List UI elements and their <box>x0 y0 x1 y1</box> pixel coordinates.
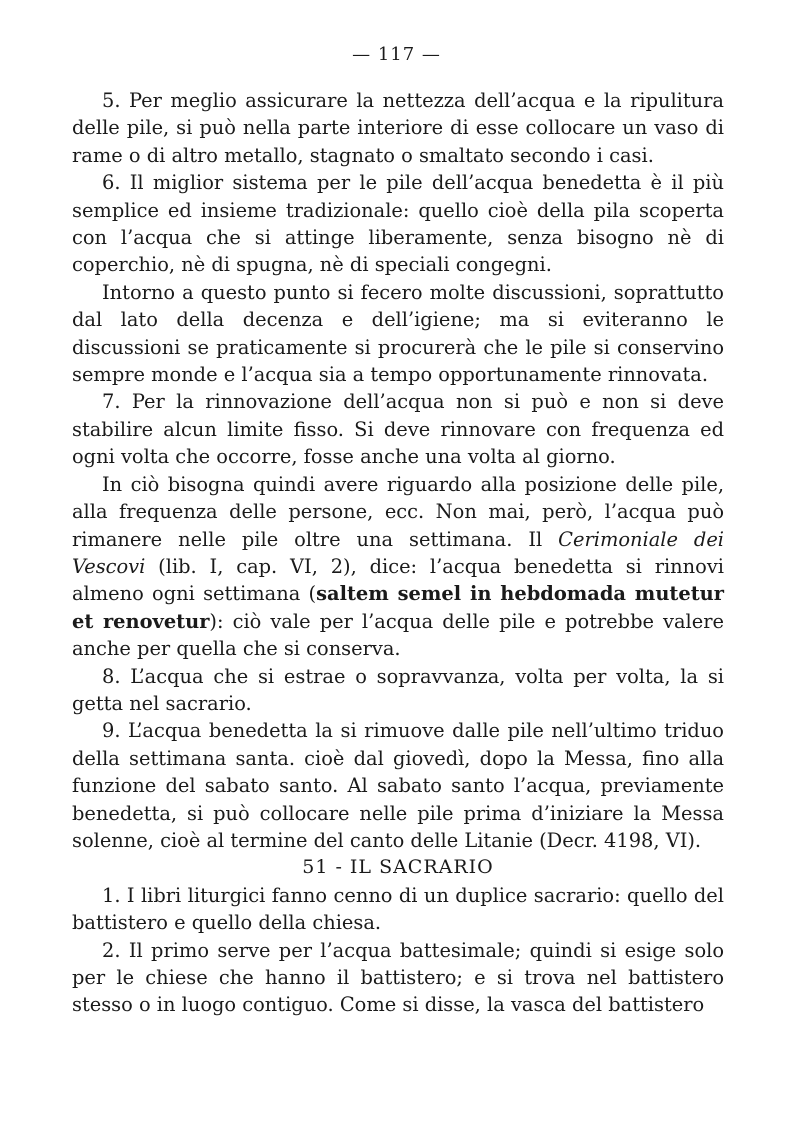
paragraph-9: 9. L’acqua benedetta la si rimuove dalle pile nell’ultimo triduo della settimana santa. cioè dal giovedì, dopo la Messa, fino alla funzione del sabato santo. Al sabato santo l’acqua, previamente benedetta, si può collocare nelle pile prima d’iniziare la Messa solenne, cioè al termine del canto delle Litanie (Decr. 4198, VI). <box>72 719 724 852</box>
paragraph-6-continued: Intorno a questo punto si fecero molte discussioni, soprattutto dal lato della decenza e dell’igiene; ma si eviteranno le discussioni se praticamente si procurerà che le pile si conservino sempre monde e l’acqua sia a tempo opportunamente rinnovata. <box>72 280 724 387</box>
cerimoniale-title: Cerimoniale dei Vescovi <box>72 527 724 578</box>
paragraph-6: 6. Il miglior sistema per le pile dell’acqua benedetta è il più semplice ed insieme tradizionale: quello cioè della pila scoperta con l’acqua che si attinge liberamente, senza bisogno nè di coperchio, nè di spugna, nè di speciali congegni. <box>72 171 724 277</box>
page-number: — 117 — <box>352 44 441 65</box>
paragraph-7: 7. Per la rinnovazione dell’acqua non si può e non si deve stabilire alcun limite fisso. Si deve rinnovare con frequenza ed ogni volta che occorre, fosse anche una volta al giorno. <box>72 390 724 469</box>
section-title: 51 - IL SACRARIO <box>302 856 494 879</box>
body-text <box>72 87 724 1019</box>
latin-quote: saltem semel in hebdomada mutetur et renovetur <box>72 582 724 633</box>
section-paragraph-2: 2. Il primo serve per l’acqua battesimale; quindi si esige solo per le chiese che hanno il battistero; e si trova nel battistero stesso o in luogo contiguo. Come si disse, la vasca del battistero <box>72 938 724 1017</box>
paragraph-7-text-3: ): ciò vale per l’acqua delle pile e potrebbe valere anche per quella che si conserva. <box>72 609 724 661</box>
section-paragraph-1: 1. I libri liturgici fanno cenno di un duplice sacrario: quello del battistero e quello della chiesa. <box>72 883 724 935</box>
paragraph-7-continued <box>72 471 724 663</box>
paragraph-8: 8. L’acqua che si estrae o sopravvanza, volta per volta, la si getta nel sacrario. <box>72 664 724 715</box>
paragraph-5: 5. Per meglio assicurare la nettezza dell’acqua e la ripulitura delle pile, si può nella parte interiore di esse collocare un vaso di rame o di altro metallo, stagnato o smaltato secondo i casi. <box>72 89 724 167</box>
paragraph-7-text-1: In ciò bisogna quindi avere riguardo alla posizione delle pile, alla frequenza delle persone, ecc. Non mai, però, l’acqua può rimanere nelle pile oltre una settimana. Il <box>72 472 724 551</box>
paragraph-7-text-2: (lib. I, cap. VI, 2), dice: l’acqua benedetta si rinnovi almeno ogni settimana ( <box>72 554 724 606</box>
